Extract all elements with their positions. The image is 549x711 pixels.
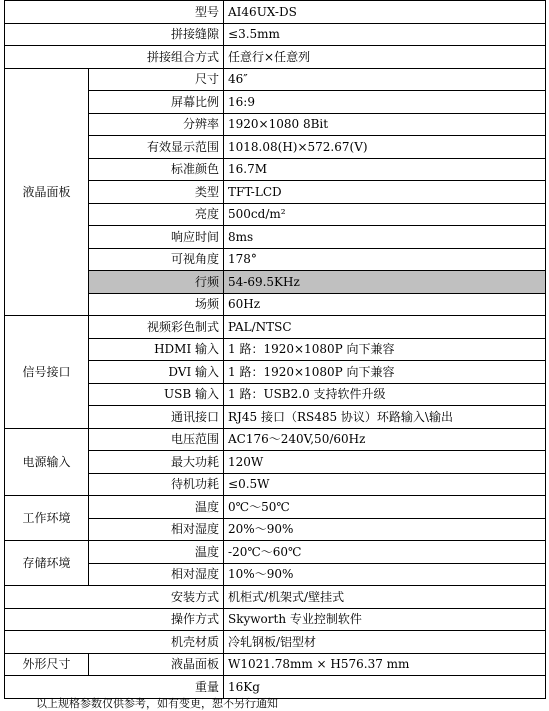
group-label-dimensions: 外形尺寸 [5,653,89,676]
spec-value: 1 路：1920×1080P 向下兼容 [224,338,546,361]
spec-row [5,68,546,91]
spec-key: 最大功耗 [89,451,224,474]
spec-key: 屏幕比例 [89,91,224,114]
spec-row [5,496,546,519]
spec-value: PAL/NTSC [224,316,546,339]
spec-key: 相对湿度 [89,518,224,541]
spec-value: 16:9 [224,91,546,114]
spec-key: 温度 [89,541,224,564]
spec-value: 机柜式/机架式/壁挂式 [224,586,546,609]
spec-key: 电压范围 [89,428,224,451]
spec-key: 亮度 [89,203,224,226]
spec-row [5,23,546,46]
spec-key: 拼接缝隙 [5,23,224,46]
spec-value: 1920×1080 8Bit [224,113,546,136]
spec-key: 重量 [5,676,224,699]
spec-value: W1021.78mm × H576.37 mm [224,653,546,676]
spec-row [5,428,546,451]
spec-row [5,1,546,24]
spec-key: 类型 [89,181,224,204]
spec-value: 16Kg [224,676,546,699]
spec-value: 1 路：USB2.0 支持软件升级 [224,383,546,406]
spec-value: 60Hz [224,293,546,316]
spec-row [5,541,546,564]
spec-key: 可视角度 [89,248,224,271]
spec-key: 有效显示范围 [89,136,224,159]
spec-row [5,316,546,339]
spec-value: 120W [224,451,546,474]
spec-key: 响应时间 [89,226,224,249]
spec-value: TFT-LCD [224,181,546,204]
spec-value: AI46UX-DS [224,1,546,24]
spec-value: 16.7M [224,158,546,181]
spec-row [5,586,546,609]
spec-key: HDMI 输入 [89,338,224,361]
spec-value: 1018.08(H)×572.67(V) [224,136,546,159]
spec-value: ≤0.5W [224,473,546,496]
group-label-power-input: 电源输入 [5,428,89,496]
spec-value: Skyworth 专业控制软件 [224,608,546,631]
spec-value: 冷轧钢板/铝型材 [224,631,546,654]
spec-row [5,46,546,69]
spec-value: AC176～240V,50/60Hz [224,428,546,451]
spec-value: 任意行×任意列 [224,46,546,69]
spec-value: 8ms [224,226,546,249]
spec-row [5,631,546,654]
spec-key: 拼接组合方式 [5,46,224,69]
spec-value: RJ45 接口（RS485 协议）环路输入\输出 [224,406,546,429]
spec-value: ≤3.5mm [224,23,546,46]
spec-key: 分辨率 [89,113,224,136]
spec-row [5,653,546,676]
spec-value: 10%～90% [224,563,546,586]
spec-value: 54-69.5KHz [224,271,546,294]
spec-value: 500cd/m² [224,203,546,226]
spec-key: USB 输入 [89,383,224,406]
spec-key: 液晶面板 [89,653,224,676]
group-label-working-env: 工作环境 [5,496,89,541]
spec-key: 型号 [5,1,224,24]
spec-table [4,0,546,699]
spec-value: 20%～90% [224,518,546,541]
spec-key: 行频 [89,271,224,294]
spec-value: -20℃～60℃ [224,541,546,564]
spec-value: 0℃～50℃ [224,496,546,519]
spec-row [5,608,546,631]
spec-value: 1 路：1920×1080P 向下兼容 [224,361,546,384]
spec-value: 178° [224,248,546,271]
spec-key: 标准颜色 [89,158,224,181]
spec-key: 相对湿度 [89,563,224,586]
spec-key: DVI 输入 [89,361,224,384]
spec-key: 场频 [89,293,224,316]
spec-key: 通讯接口 [89,406,224,429]
footnote: 以上规格参数仅供参考，如有变更，恕不另行通知 [36,697,278,710]
spec-key: 操作方式 [5,608,224,631]
spec-key: 尺寸 [89,68,224,91]
spec-key: 温度 [89,496,224,519]
spec-key: 待机功耗 [89,473,224,496]
spec-key: 机壳材质 [5,631,224,654]
spec-key: 视频彩色制式 [89,316,224,339]
spec-value: 46″ [224,68,546,91]
group-label-signal-interface: 信号接口 [5,316,89,429]
spec-key: 安装方式 [5,586,224,609]
group-label-storage-env: 存储环境 [5,541,89,586]
group-label-lcd-panel: 液晶面板 [5,68,89,316]
